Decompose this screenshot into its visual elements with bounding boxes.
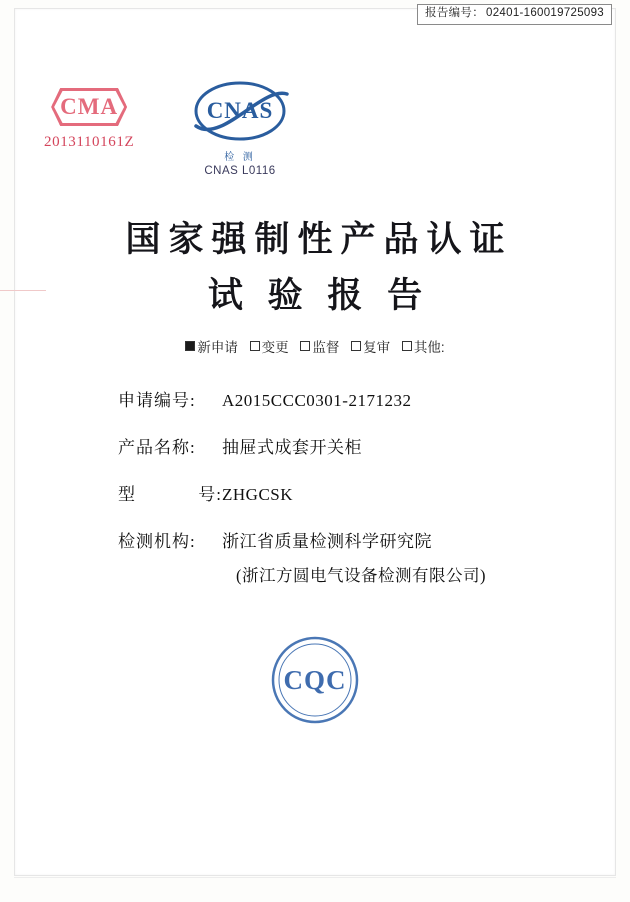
checkbox-option-supervise[interactable] — [300, 340, 339, 355]
application-no-label: 申请编号: — [118, 391, 196, 410]
checkbox-label-supervise: 监督 — [312, 340, 340, 355]
report-number-box — [417, 4, 612, 25]
checkbox-other-icon[interactable] — [402, 341, 412, 351]
checkbox-label-other: 其他: — [413, 340, 445, 355]
checkbox-label-review: 复审 — [363, 340, 391, 355]
model-value: ZHGCSK — [222, 485, 294, 504]
model-label-part1: 型 — [118, 485, 136, 504]
institution-label: 检测机构: — [118, 532, 196, 551]
institution-value-secondary: (浙江方圆电气设备检测有限公司) — [236, 566, 486, 585]
institution-value: 浙江省质量检测科学研究院 — [222, 532, 432, 551]
report-number-value: 02401-160019725093 — [486, 7, 604, 19]
product-name-label: 产品名称: — [118, 438, 196, 457]
application-no-value: A2015CCC0301-2171232 — [222, 391, 412, 410]
cnas-sub-text: 检 测 — [224, 152, 256, 163]
checkbox-option-review[interactable] — [351, 340, 390, 355]
checkbox-option-other[interactable] — [402, 340, 445, 355]
cnas-code: CNAS L0116 — [204, 165, 276, 177]
cma-logo — [44, 88, 134, 151]
checkbox-label-new: 新申请 — [197, 340, 238, 355]
cqc-logo — [269, 634, 361, 726]
document-title-line2: 试 验 报 告 — [207, 276, 431, 315]
model-label-part2: 号: — [198, 485, 222, 504]
certification-logos — [0, 78, 630, 188]
field-institution — [118, 527, 538, 552]
report-type-options — [0, 336, 630, 356]
cma-mark-icon — [51, 88, 127, 126]
report-number-label: 报告编号： — [425, 7, 485, 19]
checkbox-change-icon[interactable] — [250, 341, 260, 351]
checkbox-new-icon[interactable] — [185, 341, 195, 351]
field-model — [118, 480, 538, 505]
checkbox-supervise-icon[interactable] — [300, 341, 310, 351]
checkbox-label-change: 变更 — [261, 340, 289, 355]
svg-text:CNAS: CNAS — [206, 98, 274, 123]
model-label — [118, 480, 222, 505]
report-fields — [118, 386, 538, 606]
checkbox-review-icon[interactable] — [351, 341, 361, 351]
field-product-name — [118, 433, 538, 458]
cma-code: 2013110161Z — [44, 134, 135, 150]
document-title-line1: 国家强制性产品认证 — [125, 220, 513, 259]
product-name-value: 抽屉式成套开关柜 — [222, 438, 362, 457]
page-bottom-edge — [14, 877, 616, 878]
svg-text:CQC: CQC — [283, 665, 347, 695]
cnas-logo — [180, 78, 300, 177]
checkbox-option-change[interactable] — [250, 340, 289, 355]
field-application-no — [118, 386, 538, 411]
cma-logo-text: CMA — [60, 94, 119, 119]
cnas-mark-icon — [188, 78, 292, 150]
checkbox-option-new[interactable] — [185, 340, 238, 355]
